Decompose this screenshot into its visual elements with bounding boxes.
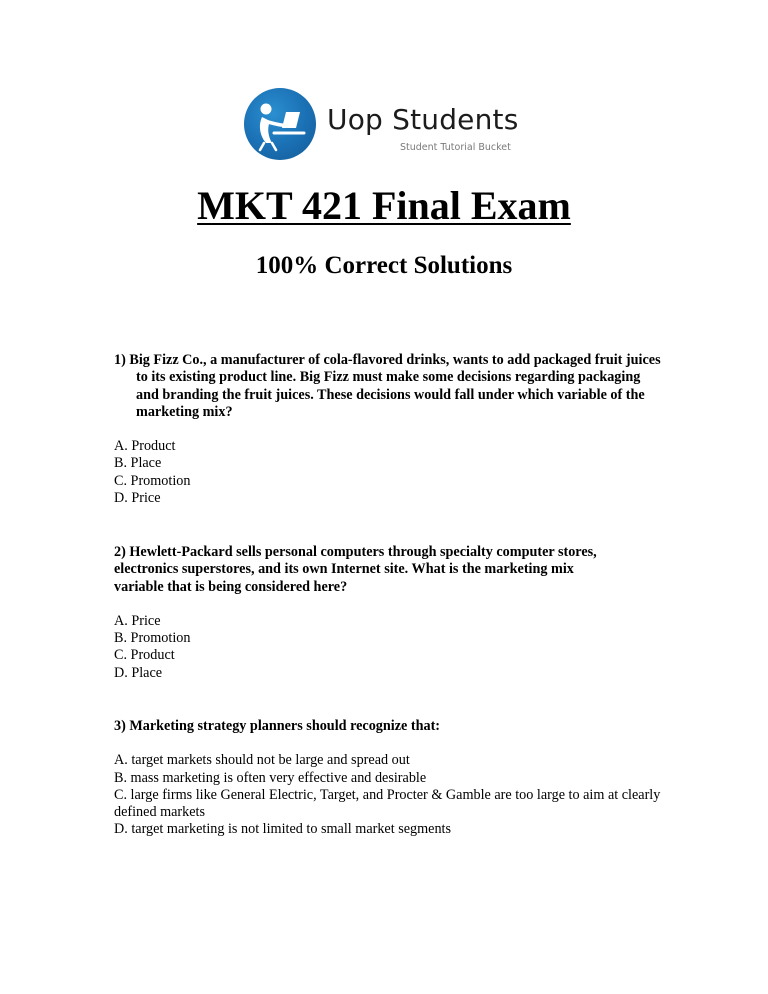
answer-option: B. Place [114, 455, 162, 472]
question-text: 3) Marketing strategy planners should recognize that: [114, 718, 441, 734]
answer-options [114, 752, 664, 838]
question-1 [114, 352, 664, 507]
logo-name: Uop Students [327, 103, 519, 136]
logo [244, 88, 534, 164]
answer-options [114, 438, 664, 507]
question-3 [114, 718, 664, 839]
answer-option: C. large firms like General Electric, Target, and Procter & Gamble are too large to aim at clearly defined markets [114, 786, 661, 821]
answer-option: B. mass marketing is often very effective and desirable [114, 769, 427, 786]
answer-options [114, 613, 664, 682]
answer-option: A. Product [114, 438, 176, 455]
student-at-laptop-icon [244, 88, 316, 160]
answer-option: A. Price [114, 612, 161, 629]
answer-option: D. Place [114, 664, 163, 681]
answer-option: D. Price [114, 490, 161, 507]
question-2 [114, 544, 664, 682]
page-title [0, 182, 768, 230]
page-subtitle: 100% Correct Solutions [255, 252, 513, 279]
answer-option: D. target marketing is not limited to small market segments [114, 821, 452, 838]
question-text: 2) Hewlett-Packard sells personal computers through specialty computer stores, electronics superstores, and its own Internet site. What is the marketing mix variable that is being considered here? [114, 544, 597, 595]
answer-option: A. target markets should not be large and spread out [114, 752, 410, 769]
logo-tagline: Student Tutorial Bucket [400, 142, 511, 153]
answer-option: C. Promotion [114, 472, 191, 489]
question-text: 1) Big Fizz Co., a manufacturer of cola-flavored drinks, wants to add packaged fruit juices to its existing product line. Big Fizz must make some decisions regarding packaging and branding the fruit juices. These decisions would fall under which variable of the marketing mix? [114, 352, 661, 420]
page-title-text: MKT 421 Final Exam [197, 183, 571, 228]
answer-option: C. Product [114, 647, 175, 664]
answer-option: B. Promotion [114, 630, 191, 647]
